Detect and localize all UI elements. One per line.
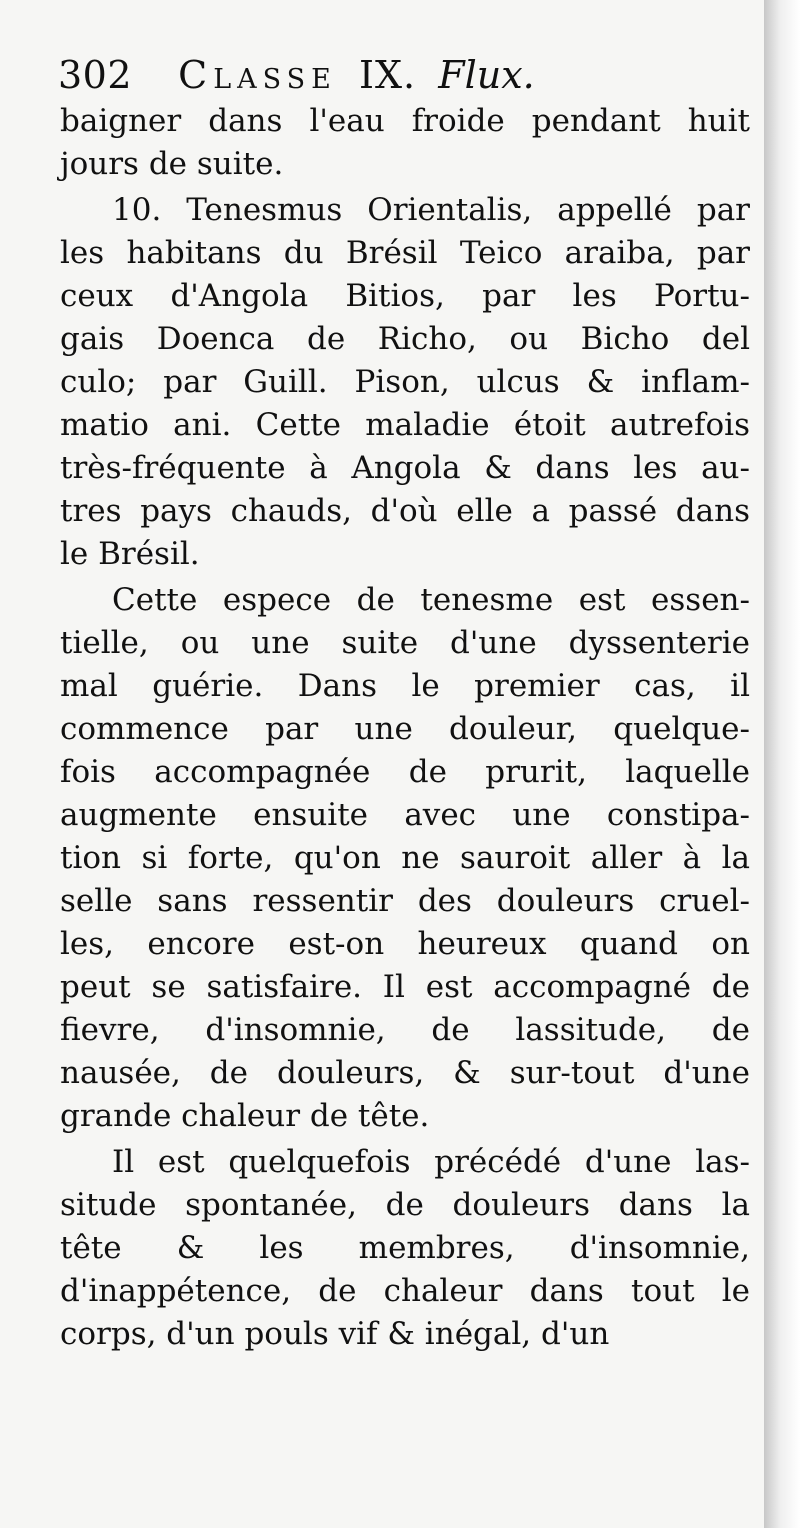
text-line: nausée, de douleurs, & sur-tout d'une — [60, 1055, 750, 1091]
class-number: IX. — [358, 53, 417, 97]
text-line: situde spontanée, de douleurs dans la — [60, 1187, 750, 1223]
section-title: Flux. — [438, 53, 535, 97]
text-line: Il est quelquefois précédé d'une las- — [112, 1144, 750, 1180]
text-line: fois accompagnée de prurit, laquelle — [60, 754, 750, 790]
text-line: baigner dans l'eau froide pendant huit — [60, 103, 750, 139]
text-line: très-fréquente à Angola & dans les au- — [60, 450, 750, 486]
text-line: mal guérie. Dans le premier cas, il — [60, 668, 750, 704]
page-edge-shadow — [764, 0, 800, 1528]
text-line: Cette espece de tenesme est essen- — [112, 582, 750, 618]
text-line: les habitans du Brésil Teico araiba, par — [60, 235, 750, 271]
paragraph — [60, 100, 750, 186]
class-label: Classe — [178, 53, 337, 97]
paragraph — [60, 1141, 750, 1356]
body-text — [60, 100, 750, 1356]
text-line: culo; par Guill. Pison, ulcus & inflam- — [60, 364, 750, 400]
text-line: gais Doenca de Richo, ou Bicho del — [60, 321, 750, 357]
text-line: augmente ensuite avec une constipa- — [60, 797, 750, 833]
text-line: 10. Tenesmus Orientalis, appellé par — [112, 192, 750, 228]
page-number: 302 — [58, 53, 133, 97]
paragraph — [60, 579, 750, 1138]
text-line: peut se satisfaire. Il est accompagné de — [60, 969, 750, 1005]
text-line: le Brésil. — [60, 536, 200, 572]
paragraph — [60, 189, 750, 576]
text-line: ceux d'Angola Bitios, par les Portu- — [60, 278, 750, 314]
text-line: grande chaleur de tête. — [60, 1098, 430, 1134]
text-line: les, encore est-on heureux quand on — [60, 926, 750, 962]
text-line: tête & les membres, d'insomnie, — [60, 1230, 750, 1266]
text-line: tres pays chauds, d'où elle a passé dans — [60, 493, 750, 529]
text-line: d'inappétence, de chaleur dans tout le — [60, 1273, 750, 1309]
text-line: matio ani. Cette maladie étoit autrefois — [60, 407, 750, 443]
running-header — [58, 50, 748, 100]
text-line: jours de suite. — [60, 146, 284, 182]
text-line: tielle, ou une suite d'une dyssenterie — [60, 625, 750, 661]
text-line: commence par une douleur, quelque- — [60, 711, 750, 747]
text-line: fievre, d'insomnie, de lassitude, de — [60, 1012, 750, 1048]
text-line: selle sans ressentir des douleurs cruel- — [60, 883, 750, 919]
text-line: tion si forte, qu'on ne sauroit aller à la — [60, 840, 750, 876]
text-line: corps, d'un pouls vif & inégal, d'un — [60, 1316, 610, 1352]
